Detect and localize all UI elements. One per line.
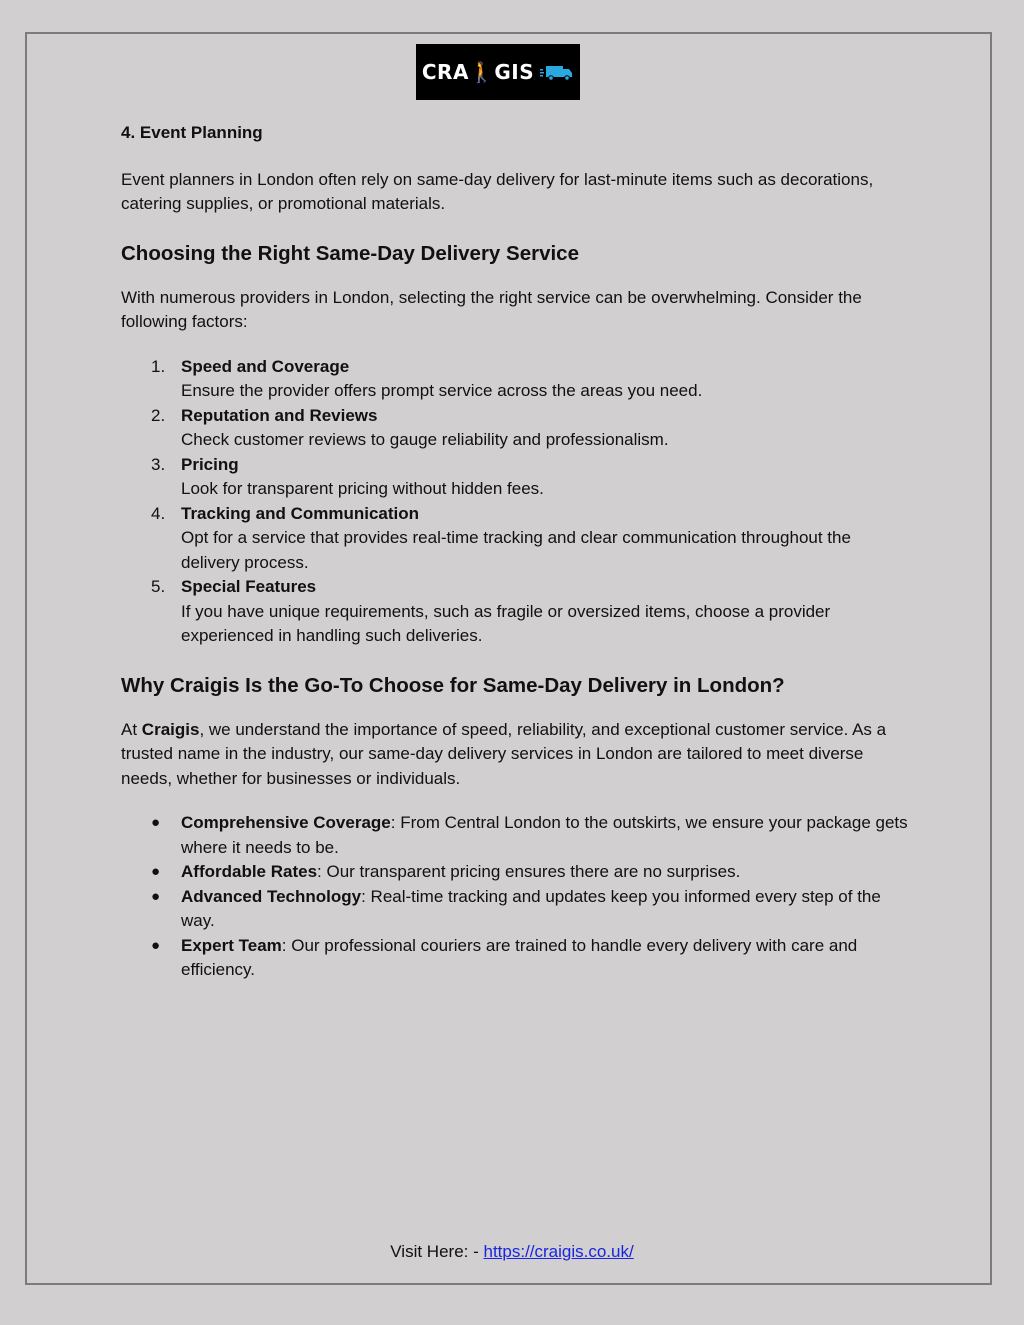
craigis-logo [416,44,580,100]
bullet-icon: ● [151,863,161,880]
list-number: 2. [151,405,166,425]
factor-description: Ensure the provider offers prompt service across the areas you need. [181,381,703,400]
list-item [121,860,911,885]
footer-label: Visit Here: - [390,1242,484,1261]
why-craigis-intro: At Craigis, we understand the importance of speed, reliability, and exceptional customer service. As a trusted name in the industry, our same-day delivery services in London are tailored to meet diverse needs, whether for businesses or individuals. [121,719,887,788]
benefit-description: : Our transparent pricing ensures there are no surprises. [317,862,741,881]
list-item [121,404,911,453]
bullet-icon: ● [151,936,161,954]
choosing-service-intro: With numerous providers in London, selecting the right service can be overwhelming. Consider the following factors: [121,287,862,331]
factor-title: Speed and Coverage [181,356,350,376]
website-link[interactable]: https://craigis.co.uk/ [483,1242,634,1261]
factor-title: Tracking and Communication [181,503,420,523]
logo-wordmark: CRA🚶GIS [421,60,535,84]
event-planning-heading: 4. Event Planning [121,123,263,142]
list-number: 4. [151,503,166,523]
list-item [121,885,911,934]
person-icon: 🚶 [468,60,495,84]
document-content [121,120,911,983]
benefit-description: : Our professional couriers are trained to handle every delivery with care and efficiency. [181,935,858,979]
event-planning-paragraph: Event planners in London often rely on same-day delivery for last-minute items such as decorations, catering supplies, or promotional materials. [121,169,874,213]
choosing-service-heading: Choosing the Right Same-Day Delivery Service [121,241,579,265]
benefits-list [121,811,911,983]
list-item [121,811,911,860]
factor-description: Check customer reviews to gauge reliability and professionalism. [181,430,669,449]
factor-description: Opt for a service that provides real-time tracking and clear communication throughout the delivery process. [181,528,851,572]
factor-description: Look for transparent pricing without hidden fees. [181,479,544,498]
benefit-title: Advanced Technology [181,886,362,906]
benefit-title: Affordable Rates [181,862,318,881]
bullet-icon: ● [151,814,161,831]
benefit-description: : From Central London to the outskirts, we ensure your package gets where it needs to be. [181,813,908,857]
factor-title: Reputation and Reviews [181,405,378,425]
brand-name: Craigis [141,719,200,739]
benefit-description: : Real-time tracking and updates keep you informed every step of the way. [181,886,881,930]
list-item [121,453,911,502]
benefit-title: Comprehensive Coverage [181,813,391,832]
list-number: 5. [151,577,166,596]
footer [0,1242,1024,1262]
bullet-icon: ● [151,887,161,905]
factors-list [121,355,911,649]
list-number: 3. [151,454,166,474]
list-item [121,355,911,404]
list-item [121,934,911,983]
benefit-title: Expert Team [181,935,282,955]
factor-title: Special Features [181,577,317,596]
list-item [121,502,911,576]
list-item [121,575,911,649]
why-craigis-heading: Why Craigis Is the Go-To Choose for Same-Day Delivery in London? [121,673,785,697]
factor-title: Pricing [181,454,239,474]
factor-description: If you have unique requirements, such as fragile or oversized items, choose a provider experienced in handling such deliveries. [181,601,831,645]
truck-icon [540,63,574,81]
list-number: 1. [151,356,166,376]
